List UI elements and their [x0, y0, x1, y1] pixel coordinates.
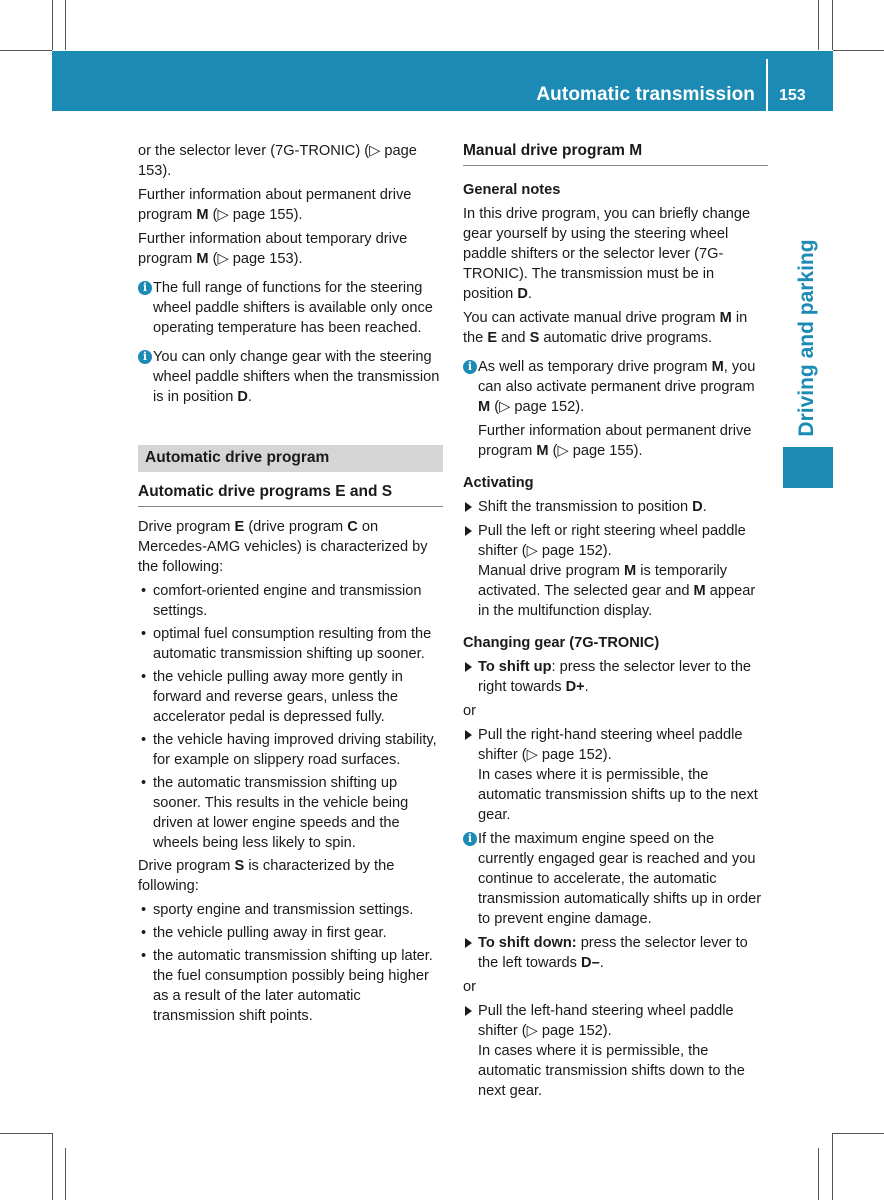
- step-item: Pull the left-hand steering wheel paddle shifter (▷ page 152). In cases where it is permissible, the automatic transmission shifts down to the next gear.: [463, 1001, 768, 1101]
- manual-program-heading: Manual drive program M: [463, 141, 768, 166]
- crop-mark: [833, 50, 884, 51]
- step-item: To shift up: press the selector lever to the right towards D+.: [463, 657, 768, 697]
- changing-gear-heading: Changing gear (7G-TRONIC): [463, 635, 660, 651]
- program-e-list: [138, 581, 443, 853]
- info-note: i As well as temporary drive program M, you can also activate permanent drive program M (▷ page 152). Further information about permanent drive program M (▷ page 155).: [463, 357, 768, 461]
- activating-heading: Activating: [463, 475, 534, 491]
- shift-up-paddle-steps: [463, 725, 768, 825]
- crop-mark: [833, 1133, 884, 1134]
- step-arrow-icon: [465, 662, 472, 672]
- info-note: i If the maximum engine speed on the currently engaged gear is reached and you continue to accelerate, the automatic transmission automatically shifts up in order to prevent engine damage.: [463, 829, 768, 929]
- info-note: i The full range of functions for the steering wheel paddle shifters is available only once operating temperature has been reached.: [138, 278, 443, 338]
- program-s-paragraph: Drive program S is characterized by the following:: [138, 858, 395, 894]
- crop-mark: [832, 1133, 833, 1200]
- step-item: Pull the left or right steering wheel paddle shifter (▷ page 152). Manual drive program M is temporarily activated. The selected gear and M appear in the multifunction display.: [463, 521, 768, 621]
- section-heading: Automatic drive program: [138, 445, 443, 472]
- list-item: • optimal fuel consumption resulting from the automatic transmission shifting up sooner.: [138, 624, 443, 664]
- shift-down-paddle-steps: [463, 1001, 768, 1101]
- temporary-drive-paragraph: Further information about temporary drive program M (▷ page 153).: [138, 231, 408, 267]
- info-icon: i: [138, 281, 152, 295]
- side-tab-marker: [783, 447, 833, 488]
- chapter-title: Automatic transmission: [536, 84, 755, 105]
- step-arrow-icon: [465, 730, 472, 740]
- program-s-list: [138, 900, 443, 1026]
- program-e-paragraph: Drive program E (drive program C on Mercedes-AMG vehicles) is characterized by the following:: [138, 519, 428, 575]
- side-tab-label: Driving and parking: [795, 239, 818, 437]
- crop-mark: [0, 1133, 52, 1134]
- step-item: To shift down: press the selector lever to the left towards D–.: [463, 933, 768, 973]
- list-item: • the automatic transmission shifting up sooner. This results in the vehicle being driven at lower engine speeds and the wheels being less likely to spin.: [138, 773, 443, 853]
- permanent-drive-paragraph: Further information about permanent drive program M (▷ page 155).: [138, 187, 412, 223]
- list-item: • the automatic transmission shifting up later. the fuel consumption possibly being higher as a result of the later automatic transmission shift points.: [138, 946, 443, 1026]
- shift-up-steps: [463, 657, 768, 697]
- step-arrow-icon: [465, 526, 472, 536]
- page-header: [52, 51, 833, 111]
- or-separator: or: [463, 703, 476, 719]
- step-item: Pull the right-hand steering wheel paddle shifter (▷ page 152). In cases where it is permissible, the automatic transmission shifts up to the next gear.: [463, 725, 768, 825]
- info-icon: i: [463, 832, 477, 846]
- list-item: • comfort-oriented engine and transmission settings.: [138, 581, 443, 621]
- info-icon: i: [138, 350, 152, 364]
- step-arrow-icon: [465, 502, 472, 512]
- list-item: • the vehicle having improved driving stability, for example on slippery road surfaces.: [138, 730, 443, 770]
- activation-paragraph: You can activate manual drive program M in the E and S automatic drive programs.: [463, 310, 748, 346]
- info-icon: i: [463, 360, 477, 374]
- general-notes-paragraph: In this drive program, you can briefly change gear yourself by using the steering wheel paddle shifters or the selector lever (7G-TRONIC). The transmission must be in position D.: [463, 206, 751, 302]
- step-item: Shift the transmission to position D.: [463, 497, 768, 517]
- list-item: • sporty engine and transmission settings.: [138, 900, 443, 920]
- crop-mark: [818, 1148, 819, 1200]
- step-arrow-icon: [465, 938, 472, 948]
- list-item: • the vehicle pulling away more gently in forward and reverse gears, unless the accelerator pedal is depressed fully.: [138, 667, 443, 727]
- activating-steps: [463, 497, 768, 621]
- info-note: i You can only change gear with the steering wheel paddle shifters when the transmission is in position D.: [138, 347, 443, 407]
- crop-mark: [0, 50, 52, 51]
- subsection-heading: Automatic drive programs E and S: [138, 482, 443, 507]
- list-item: • the vehicle pulling away in first gear.: [138, 923, 443, 943]
- or-separator: or: [463, 979, 476, 995]
- crop-mark: [818, 0, 819, 50]
- page-number: 153: [779, 87, 806, 104]
- general-notes-heading: General notes: [463, 182, 561, 198]
- step-arrow-icon: [465, 1006, 472, 1016]
- crop-mark: [52, 1133, 53, 1200]
- shift-down-steps: [463, 933, 768, 973]
- crop-mark: [52, 0, 53, 50]
- right-column: [463, 141, 768, 1105]
- left-column: [138, 141, 443, 1029]
- header-divider: [766, 59, 768, 111]
- crop-mark: [832, 0, 833, 50]
- crop-mark: [65, 1148, 66, 1200]
- side-tab: [781, 238, 833, 438]
- intro-paragraph: or the selector lever (7G-TRONIC) (▷ page 153).: [138, 143, 417, 179]
- crop-mark: [65, 0, 66, 50]
